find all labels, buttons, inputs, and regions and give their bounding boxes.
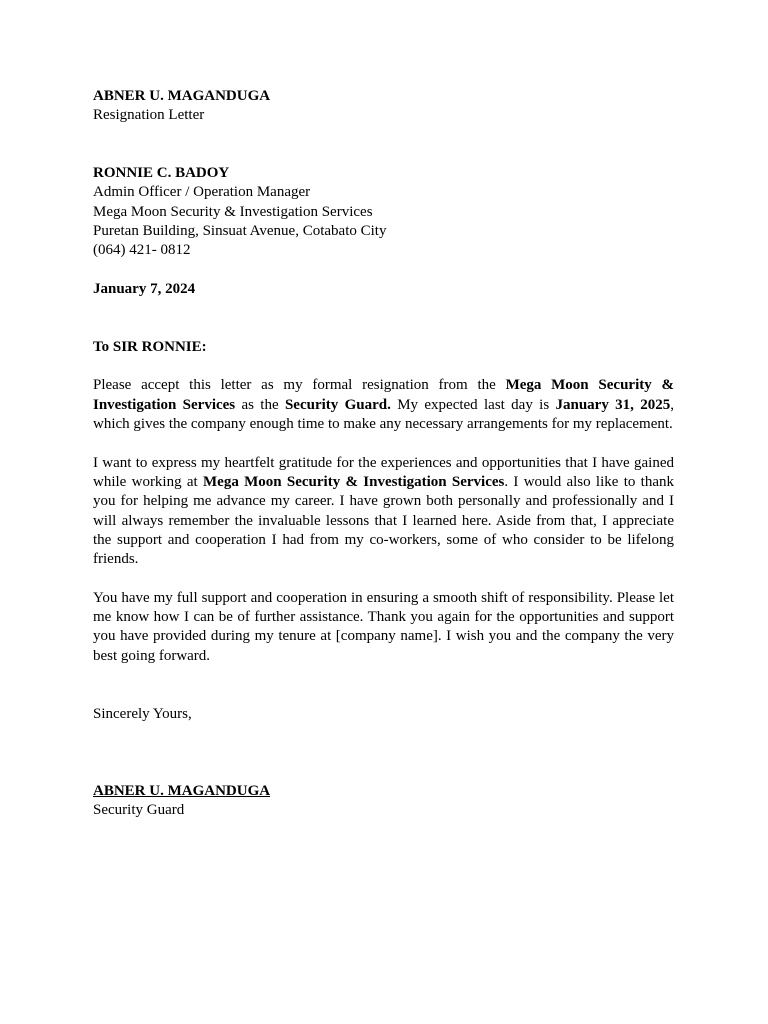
company-name: Mega Moon Security & Investigation Services — [203, 473, 505, 490]
sender-name: ABNER U. MAGANDUGA — [93, 88, 271, 104]
company-name: Mega Moon Security & Investigation Services — [93, 377, 674, 413]
closing: Sincerely Yours, — [93, 705, 192, 722]
last-day: January 31, 2025 — [555, 396, 671, 413]
letter-subject: Resignation Letter — [93, 107, 205, 124]
recipient-address: Puretan Building, Sinsuat Avenue, Cotabato City — [93, 223, 387, 240]
body-paragraph-1: Please accept this letter as my formal resignation from the Mega Moon Security & Investigation Services as the Security Guard. My expected last day is January 31, 2025, which gives the company enough time to make any necessary arrangements for my replacement. — [93, 377, 674, 433]
recipient-title: Admin Officer / Operation Manager — [93, 184, 311, 201]
position-name: Security Guard. — [284, 396, 391, 413]
body-paragraph-3: You have my full support and cooperation in ensuring a smooth shift of responsibility. Please let me know how I can be of further assistance. Thank you again for the opportunities and support you have provided during my tenure at [company name]. I wish you and the company the very best going forward. — [93, 589, 674, 664]
recipient-phone: (064) 421- 0812 — [93, 242, 191, 259]
signature-name: ABNER U. MAGANDUGA — [93, 782, 271, 799]
recipient-company: Mega Moon Security & Investigation Services — [93, 203, 373, 220]
letter-page — [93, 87, 674, 820]
body-paragraph-2: I want to express my heartfelt gratitude for the experiences and opportunities that I have gained while working at Mega Moon Security & Investigation Services. I would also like to thank you for helping me advance my career. I have grown both personally and professionally and I will always remember the invaluable lessons that I learned here. Aside from that, I appreciate the support and cooperation I had from my co-workers, some of who consider to be lifelong friends. — [93, 454, 674, 568]
salutation: To SIR RONNIE: — [93, 338, 207, 355]
recipient-name: RONNIE C. BADOY — [93, 165, 230, 182]
letter-date: January 7, 2024 — [93, 280, 196, 297]
signature-position: Security Guard — [93, 801, 185, 818]
